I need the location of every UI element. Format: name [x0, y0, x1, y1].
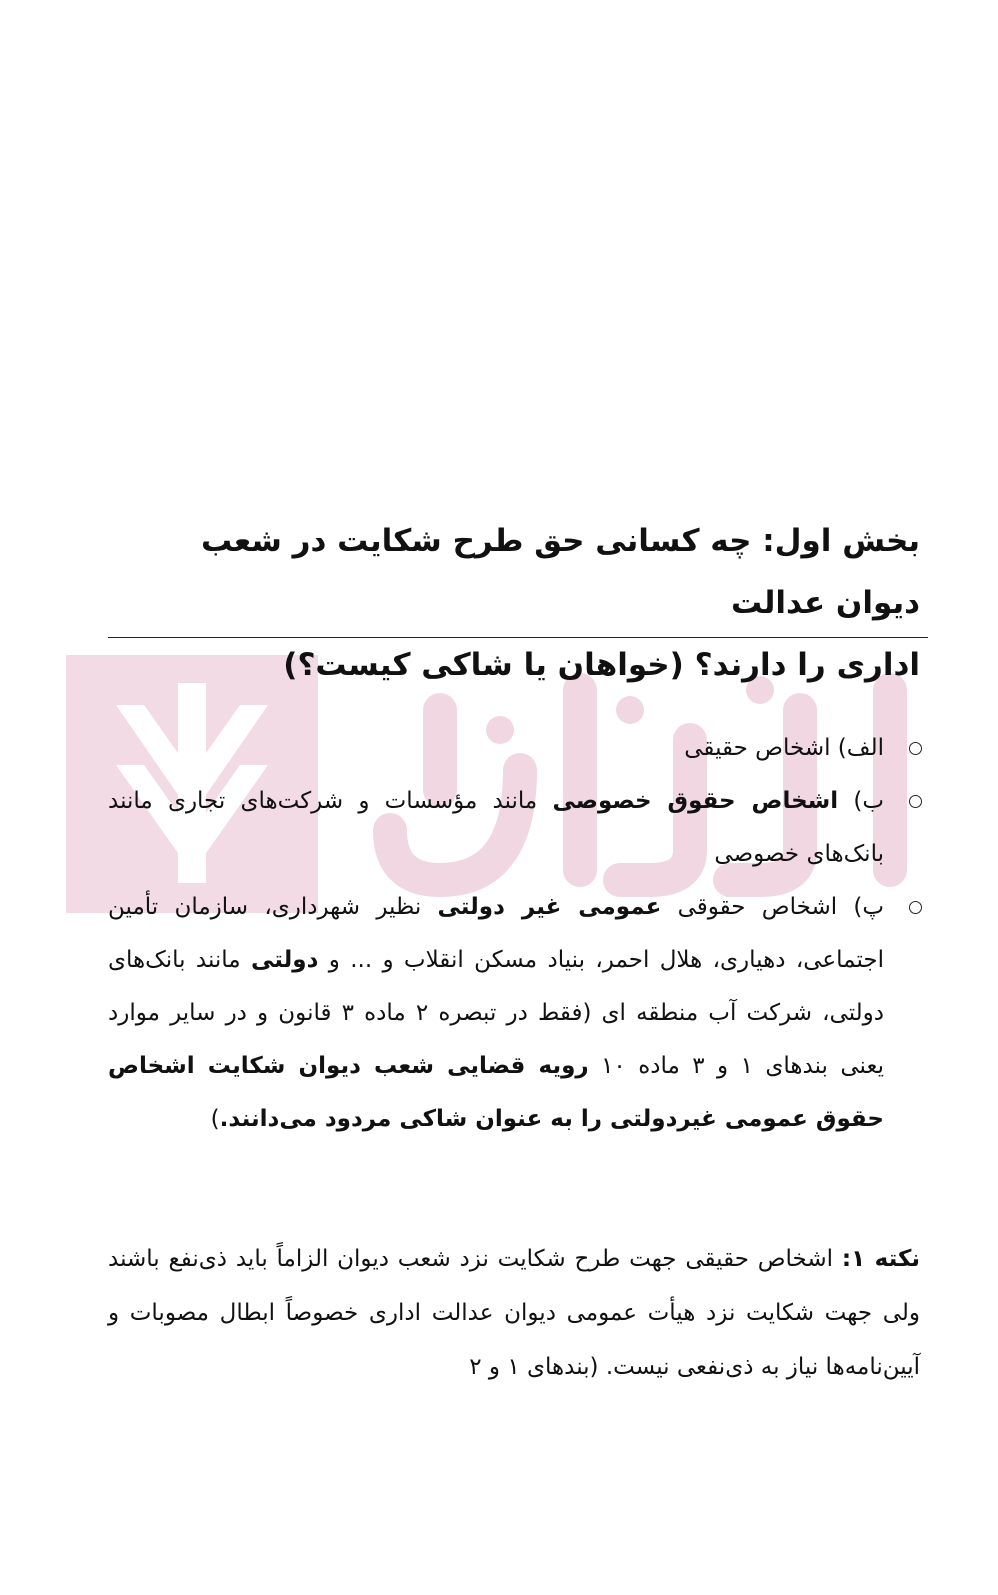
item-bold-term: رویه قضایی شعب دیوان شکایت اشخاص حقوق عمومی غیردولتی را به عنوان شاکی مردود می‌دانند. — [108, 1053, 884, 1132]
note-text: اشخاص حقیقی جهت طرح شکایت نزد شعب دیوان الزاماً باید ذی‌نفع باشند ولی جهت شکایت نزد هیأت عمومی دیوان عدالت اداری خصوصاً ابطال مصوبات و آیین‌نامه‌ها نیاز به ذی‌نفعی نیست. (بندهای ۱ و ۲ — [108, 1246, 920, 1380]
note-label: نکته ۱: — [841, 1246, 920, 1272]
list-item-text: الف) اشخاص حقیقی — [684, 735, 884, 761]
item-text-part: مانند بانک‌های دولتی، شرکت آب منطقه ای (فقط در تبصره ۲ ماده ۳ قانون و در سایر موارد یعنی بندهای ۱ و ۳ ماده ۱۰ — [108, 947, 885, 1079]
list-item — [108, 722, 920, 775]
list-item-text — [108, 881, 884, 1146]
item-prefix: پ) اشخاص حقوقی — [661, 894, 884, 920]
note-paragraph — [108, 1232, 920, 1394]
circle-bullet-icon — [909, 742, 922, 755]
section-heading-line2: اداری را دارند؟ (خواهان یا شاکی کیست؟) — [283, 647, 920, 683]
item-bold-term: عمومی غیر دولتی — [437, 894, 662, 920]
list-item-text — [108, 775, 884, 881]
item-prefix: ب) — [838, 788, 884, 814]
item-text-part: ) — [210, 1106, 220, 1132]
circle-bullet-icon — [909, 795, 922, 808]
section-heading — [108, 510, 920, 696]
circle-bullet-icon — [909, 901, 922, 914]
item-bold-term: دولتی — [250, 947, 319, 973]
heading-divider — [108, 637, 928, 638]
section-heading-line1: بخش اول: چه کسانی حق طرح شکایت در شعب دیوان عدالت — [201, 523, 920, 621]
item-text-part: نظیر شهرداری، سازمان تأمین اجتماعی، دهیاری، هلال احمر، بنیاد مسکن انقلاب و ... و — [108, 894, 884, 973]
item-rest: مانند مؤسسات و شرکت‌های تجاری مانند بانک‌های خصوصی — [108, 788, 884, 867]
list-item — [108, 881, 920, 1146]
claimants-list — [108, 722, 920, 1146]
list-item — [108, 775, 920, 881]
item-bold-term: اشخاص حقوق خصوصی — [552, 788, 839, 814]
